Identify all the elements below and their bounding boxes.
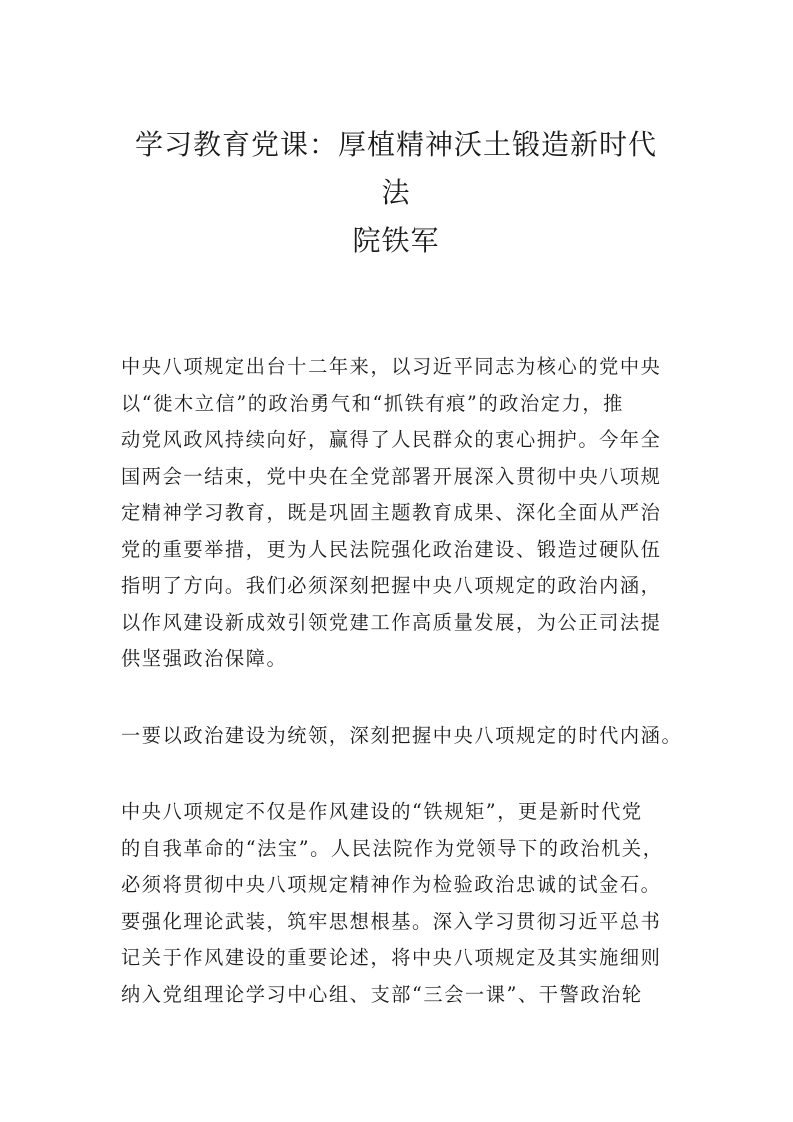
text-line: 以作风建设新成效引领党建工作高质量发展，为公正司法提 [121, 610, 662, 634]
text-line: 中央八项规定不仅是作风建设的“铁规矩”，更是新时代党 [121, 800, 643, 823]
text-line: 动党风政风持续向好，赢得了人民群众的衷心拥护。今年全 [121, 428, 662, 451]
text-line: 党的重要举措，更为人民法院强化政治建设、锻造过硬队伍 [121, 537, 662, 561]
text-line: 记关于作风建设的重要论述，将中央八项规定及其实施细则 [121, 946, 662, 969]
section-heading [121, 718, 683, 755]
title-line: 学习教育党课：厚植精神沃土锻造新时代法 [134, 128, 657, 209]
document-title [121, 0, 671, 265]
text-line: 指明了方向。我们必须深刻把握中央八项规定的政治内涵， [121, 574, 662, 597]
text-line: 一要以政治建设为统领，深刻把握中央八项规定的时代内涵。 [121, 723, 683, 747]
text-line: 定精神学习教育，既是巩固主题教育成果、深化全面从严治 [121, 501, 662, 524]
paragraph-body [121, 794, 671, 1013]
text-line: 中央八项规定出台十二年来，以习近平同志为核心的党中央 [121, 355, 662, 378]
title-line: 院铁军 [352, 224, 440, 257]
text-line: 必须将贯彻中央八项规定精神作为检验政治忠诚的试金石。 [121, 873, 662, 896]
text-line: 的自我革命的“法宝”。人民法院作为党领导下的政治机关， [121, 836, 664, 860]
text-line: 纳入党组理论学习中心组、支部“三会一课”、干警政治轮 [121, 982, 643, 1006]
paragraph-intro [121, 349, 671, 678]
text-line: 国两会一结束，党中央在全党部署开展深入贯彻中央八项规 [121, 464, 662, 488]
text-line: 要强化理论武装，筑牢思想根基。深入学习贯彻习近平总书 [121, 909, 662, 933]
text-line: 以“徙木立信”的政治勇气和“抓铁有痕”的政治定力，推 [121, 391, 624, 415]
text-line: 供坚强政治保障。 [121, 647, 288, 670]
